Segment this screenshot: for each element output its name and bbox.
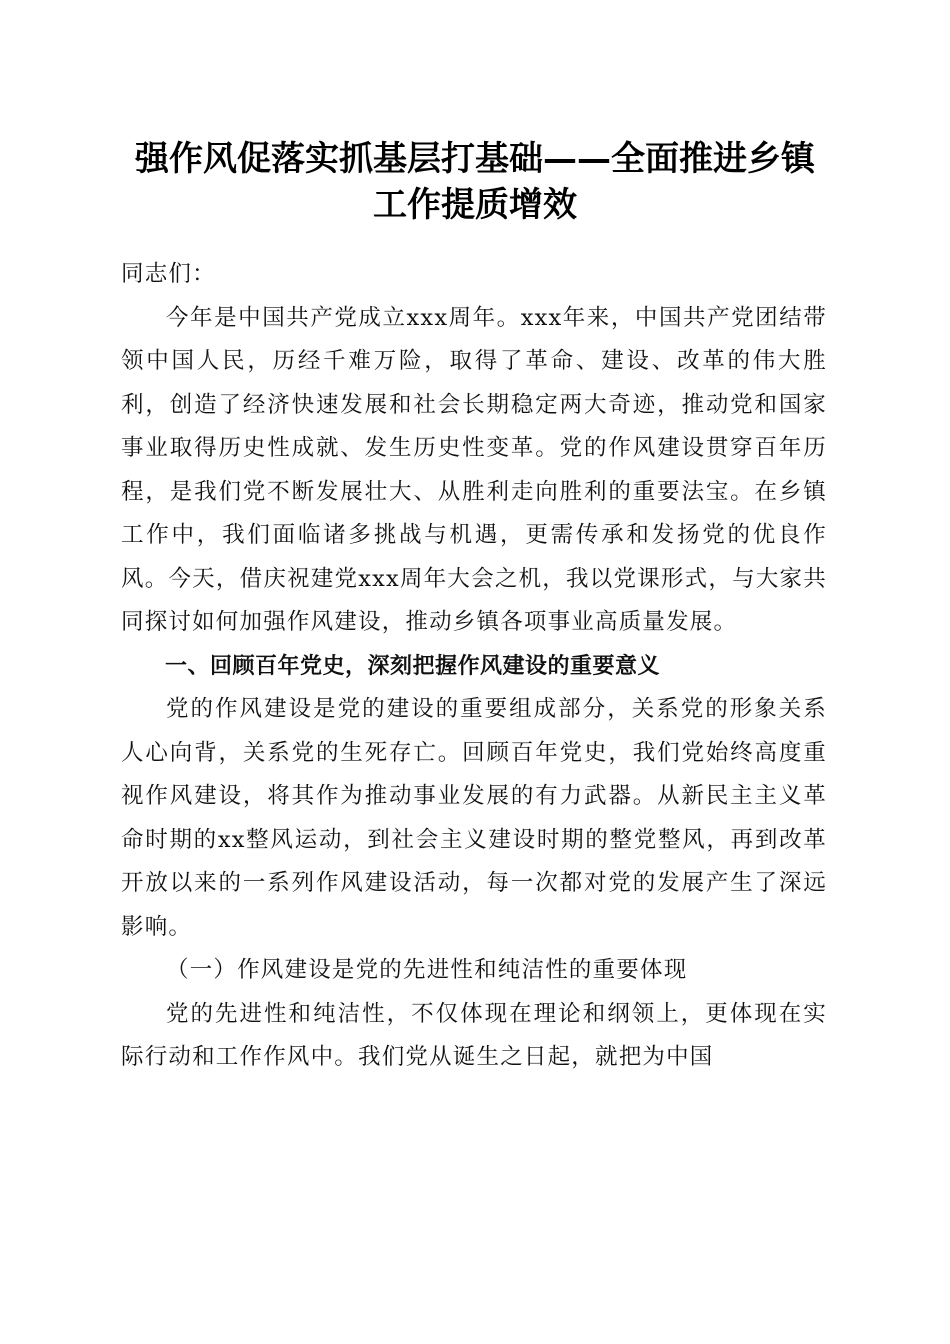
document-title [100, 136, 850, 228]
paragraph-subsection-1: 党的先进性和纯洁性，不仅体现在理论和纲领上，更体现在实际行动和工作作风中。我们党从诞生之日起，就把为中国 [121, 1000, 827, 1070]
title-line-2: 工作提质增效 [373, 185, 577, 225]
salutation: 同志们： [121, 261, 216, 287]
section-heading-1: 一、回顾百年党史，深刻把握作风建设的重要意义 [165, 653, 661, 679]
document-body [121, 253, 827, 1080]
subsection-heading-1: （一）作风建设是党的先进性和纯洁性的重要体现 [166, 957, 688, 983]
paragraph-section-1: 党的作风建设是党的建设的重要组成部分，关系党的形象关系人心向背，关系党的生死存亡。回顾百年党史，我们党始终高度重视作风建设，将其作为推动事业发展的有力武器。从新民主主义革命时期的xx整风运动，到社会主义建设时期的整党整风，再到改革开放以来的一系列作风建设活动，每一次都对党的发展产生了深远影响。 [121, 696, 827, 940]
title-line-1: 强作风促落实抓基层打基础——全面推进乡镇 [135, 139, 815, 179]
paragraph-intro: 今年是中国共产党成立xxx周年。xxx年来，中国共产党团结带领中国人民，历经千难万险，取得了革命、建设、改革的伟大胜利，创造了经济快速发展和社会长期稳定两大奇迹，推动党和国家事业取得历史性成就、发生历史性变革。党的作风建设贯穿百年历程，是我们党不断发展壮大、从胜利走向胜利的重要法宝。在乡镇工作中，我们面临诸多挑战与机遇，更需传承和发扬党的优良作风。今天，借庆祝建党xxx周年大会之机，我以党课形式，与大家共同探讨如何加强作风建设，推动乡镇各项事业高质量发展。 [121, 304, 827, 635]
